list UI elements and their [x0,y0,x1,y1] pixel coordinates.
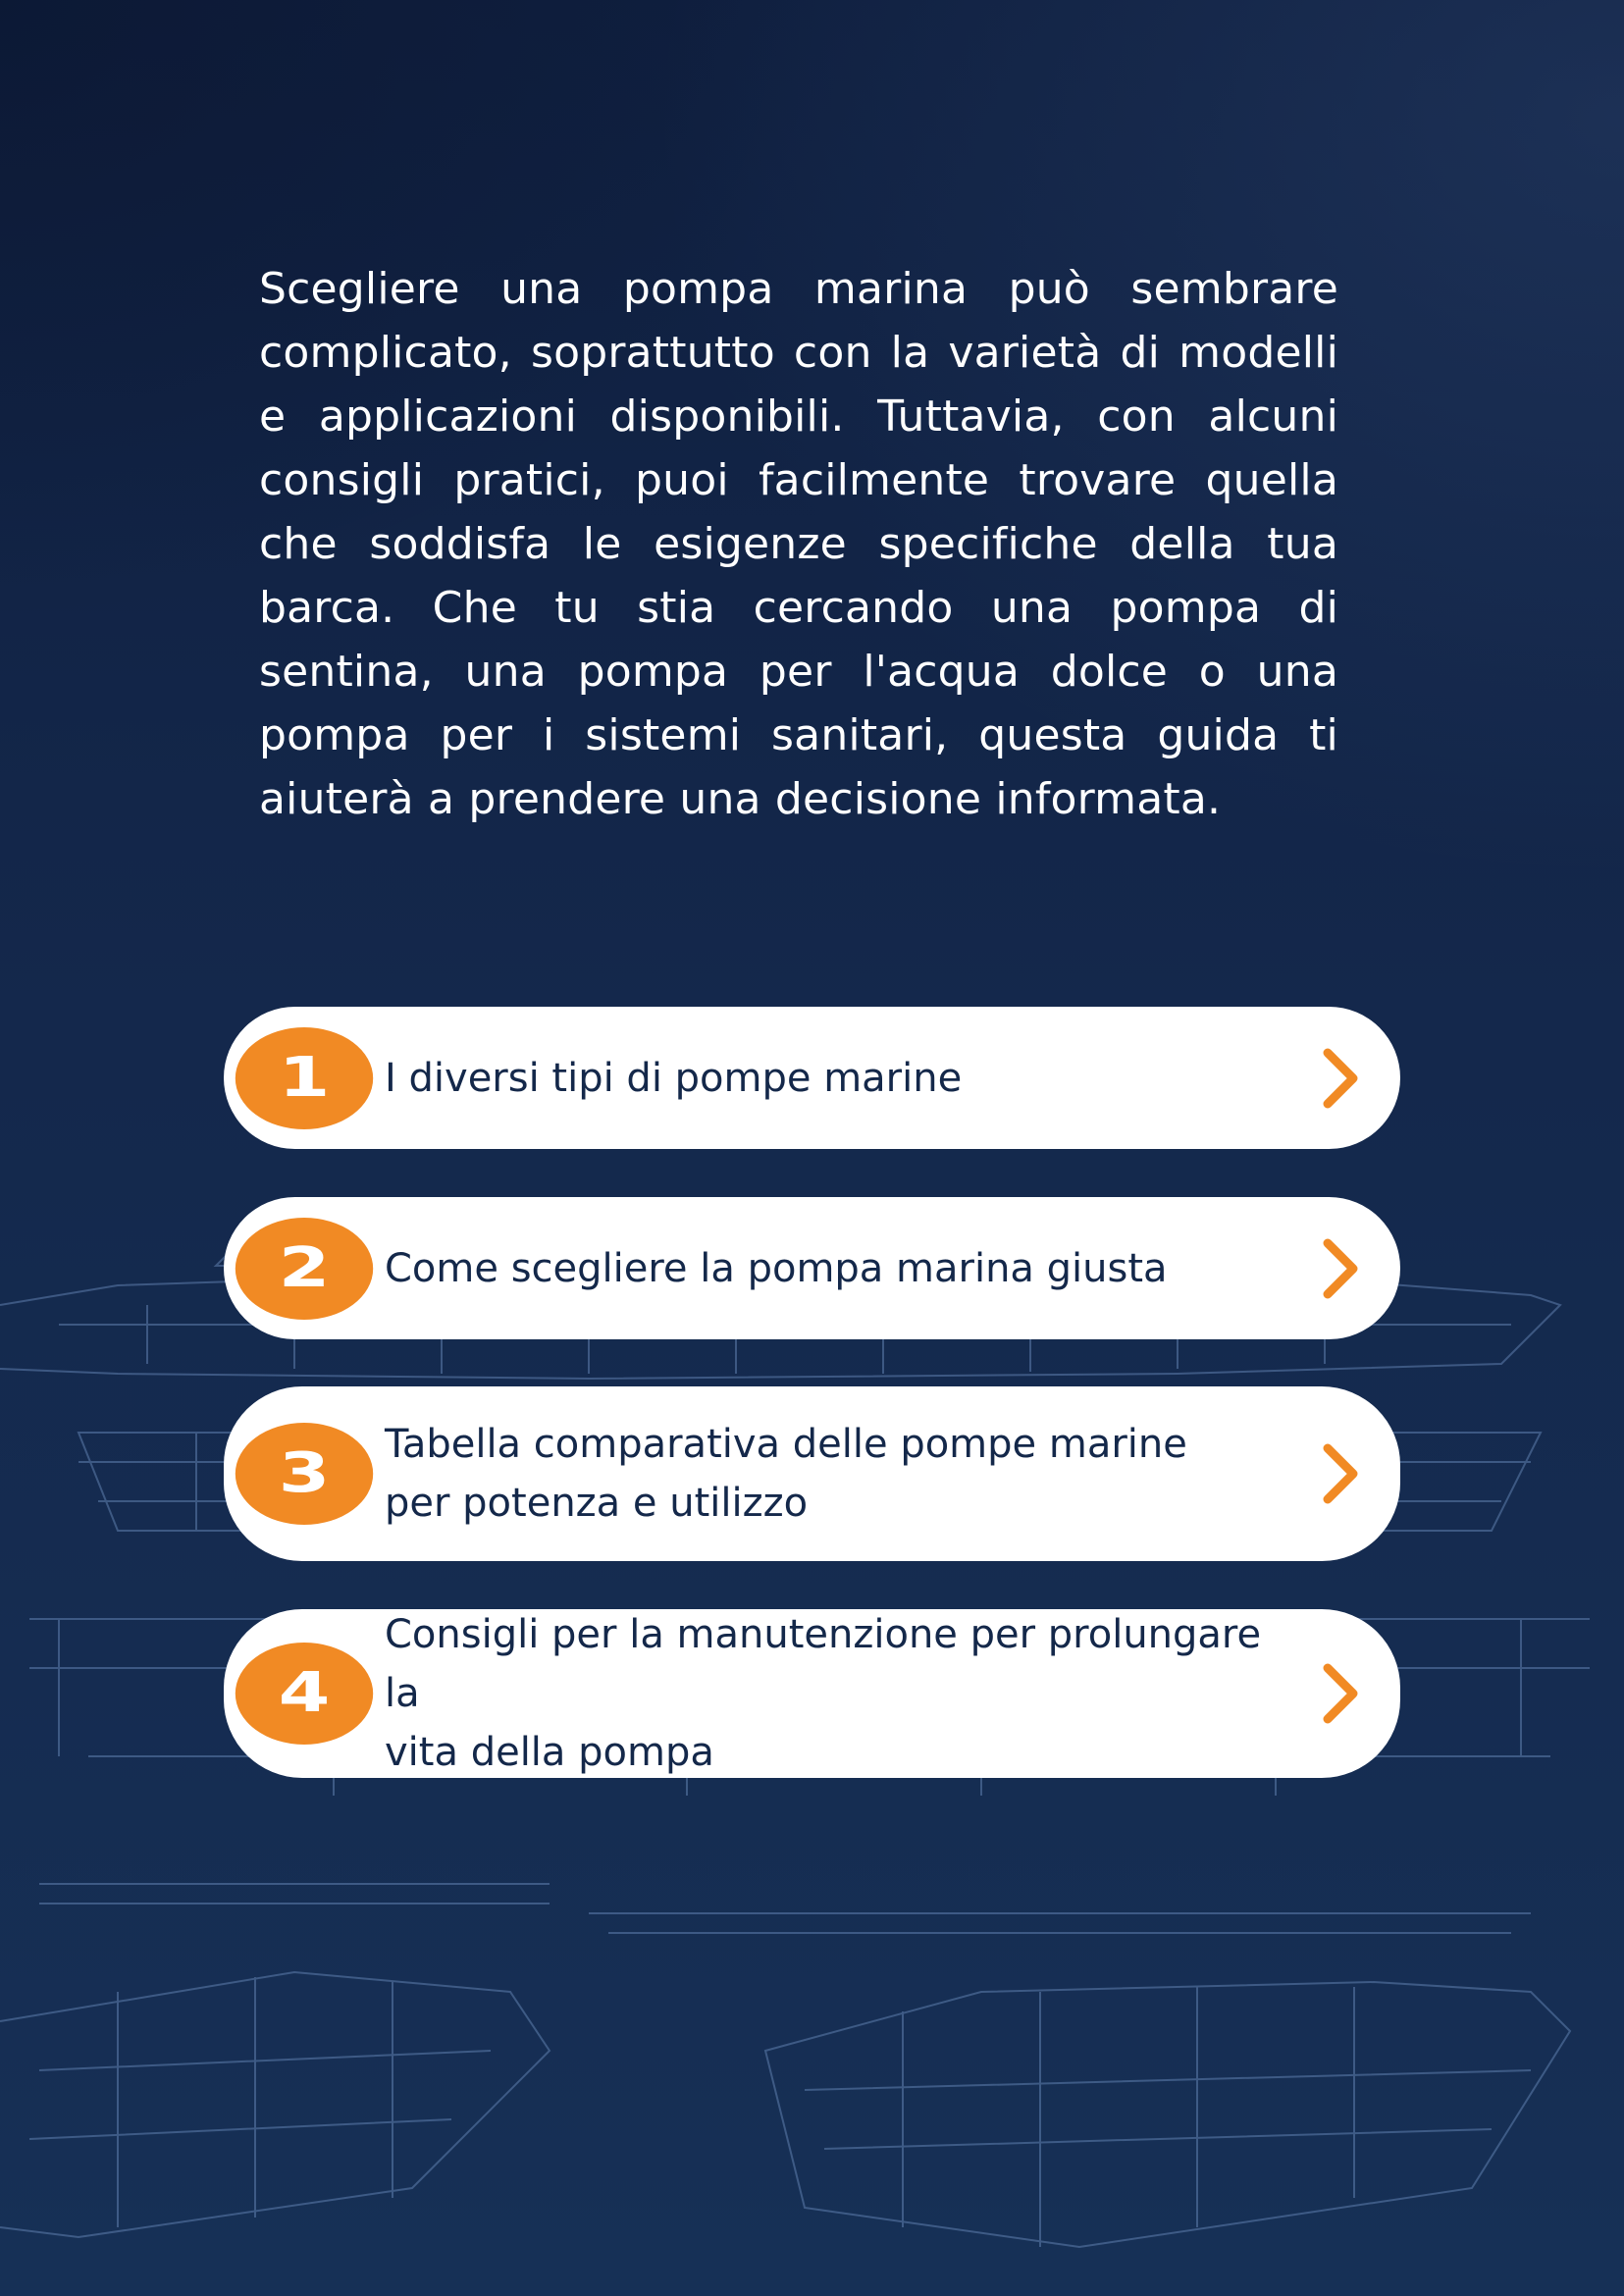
toc-item-4[interactable] [224,1609,1400,1778]
chevron-right-icon [1320,1442,1363,1505]
number-badge-3: 3 [236,1423,373,1525]
toc-item-1[interactable] [224,1007,1400,1149]
chevron-right-icon [1320,1047,1363,1110]
number-badge-2: 2 [236,1218,373,1320]
intro-paragraph: Scegliere una pompa marina può sembrare complicato, soprattutto con la varietà di modelli e applicazioni disponibili. Tuttavia, con alcuni consigli pratici, puoi facilmente trovare quella che soddisfa le esigenze specifiche della tua barca. Che tu stia cercando una pompa di sentina, una pompa per l'acqua dolce o una pompa per i sistemi sanitari, questa guida ti aiuterà a prendere una decisione informata. [259,264,1338,824]
number-badge-1: 1 [236,1027,373,1129]
chevron-right-icon [1320,1237,1363,1300]
toc-item-3[interactable] [224,1386,1400,1561]
toc-item-2[interactable] [224,1197,1400,1339]
toc-item-label: Consigli per la manutenzione per prolungare la vita della pompa [385,1612,1262,1775]
number-badge-4: 4 [236,1643,373,1745]
toc-item-label: Tabella comparativa delle pompe marine per potenza e utilizzo [385,1422,1187,1526]
toc-item-label: I diversi tipi di pompe marine [385,1055,963,1101]
chevron-right-icon [1320,1662,1363,1725]
toc-item-label: Come scegliere la pompa marina giusta [385,1245,1168,1291]
